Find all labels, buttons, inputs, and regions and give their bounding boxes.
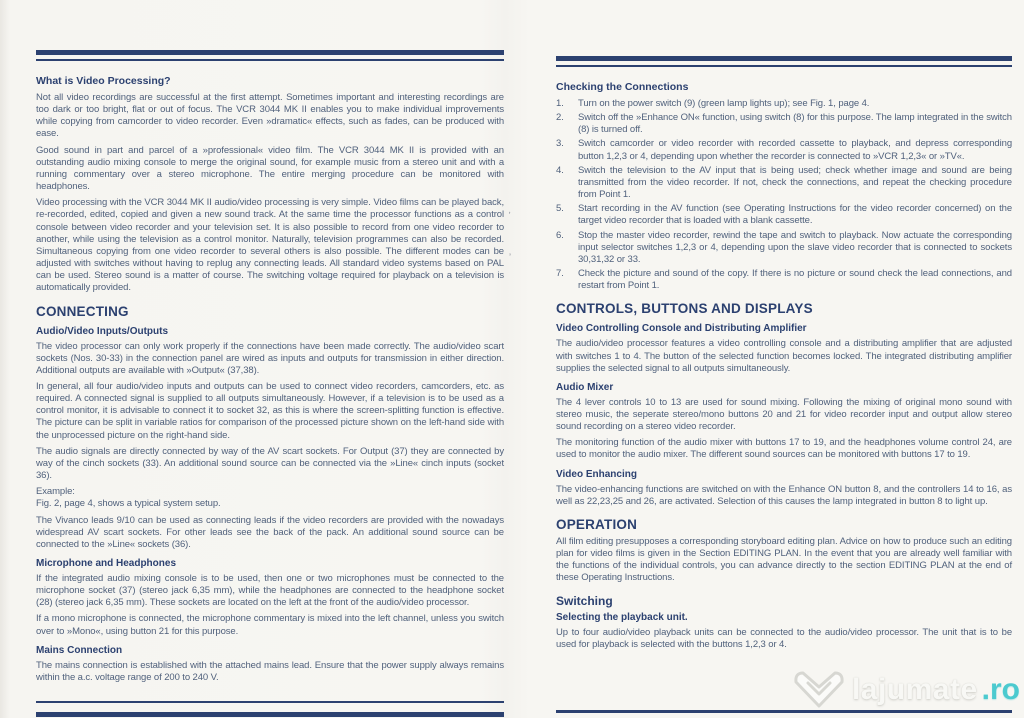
list-item-number: 4. (556, 164, 564, 176)
list-item-number: 7. (556, 268, 564, 280)
list-item-number: 5. (556, 203, 564, 215)
section-heading-switching: Switching (556, 593, 613, 608)
paragraph: If the integrated audio mixing console is to be used, then one or two microphones must be connected to the microphone socket (37) (stereo jack 6,35 mm), while the headphones are connected to the headphone socket (28) (stereo jack 6,35 mm). These sockets are located on the left at the front of the audio/video processor. (36, 573, 504, 609)
list-item-number: 3. (556, 138, 564, 150)
list-item (556, 138, 1012, 162)
list-item-number: 1. (556, 98, 564, 109)
paragraph: Up to four audio/video playback units can be connected to the audio/video processor. The unit that is to be used for playback is selected with the buttons 1,2,3 or 4. (556, 626, 1012, 650)
section-heading-operation: OPERATION (556, 516, 638, 532)
list-item (556, 165, 1012, 201)
scan-artifact: ’ (509, 252, 511, 262)
list-item (556, 98, 1012, 110)
paragraph: The 4 lever controls 10 to 13 are used for sound mixing. Following the mixing of original mono sound with stereo music, the seperate stereo/mono buttons 20 and 21 for video recorder input and output allow stereo sound recording on a stereo video recorder. (556, 396, 1012, 433)
section-heading-what-is-video-processing: What is Video Processing? (36, 75, 171, 87)
section-heading-connecting: CONNECTING (36, 303, 129, 319)
paragraph: The video processor can only work properly if the connections have been made correctly. The audio/video scart sockets (Nos. 30-33) in the connection panel are wired as inputs and outputs for transmission in either direction. Additional outputs are available with »Output« (37,38). (36, 340, 504, 376)
list-item-text: Start recording in the AV function (see Operating Instructions for the video recorder concerned) on the target video recorder that is loaded with a blank cassette. (578, 203, 1012, 227)
right-column (556, 56, 1012, 655)
paragraph: In general, all four audio/video inputs and outputs can be used to connect video recorders, camcorders, etc. as required. A connected signal is supplied to all outputs simultaneously. However, if a television is to be used as a control monitor, it is advisable to connect it to socket 32, as this is where the screen-splitting function is effective. The picture can be split in variable ratios for comparison of the processed picture shown on the left-hand side with the unprocessed picture on the right-hand side. (36, 380, 504, 441)
paragraph: The monitoring function of the audio mixer with buttons 17 to 19, and the headphones volume control 24, are used to monitor the audio mixer. The different sound sources can be monitored with buttons 17 to 19. (556, 437, 1012, 461)
list-item (556, 203, 1012, 227)
lajumate-logo-icon (790, 668, 848, 712)
paragraph-figure-reference: Fig. 2, page 4, shows a typical system setup. (36, 498, 221, 510)
top-rule-thick-right (556, 56, 1012, 61)
list-item-text: Switch camcorder or video recorder with recorded cassette to playback, and depress corresponding button 1,2,3 or 4, depending upon whether the recorder is connected to »VCR 1,2,3« or »TV«. (578, 138, 1012, 162)
bottom-rule-thick-left (36, 712, 504, 717)
watermark-tld: .ro (981, 673, 1020, 706)
subsection-heading-selecting-playback-unit: Selecting the playback unit. (556, 611, 688, 623)
list-item (556, 112, 1012, 136)
paragraph: Video processing with the VCR 3044 MK II audio/video processing is very simple. Video films can be played back, re-recorded, edited, copied and given a new sound track. At the same time the processor functions as a control console between video recorder and your television set. It is also possible to record from one video recorder to another, while using the television as a control monitor. Naturally, television programmes can also be recorded. Simultaneous copying from one video recorder to several others is also possible. The different modes can be adjusted with switches without having to replug any connecting leads. All standard video systems based on PAL can be used. Stereo sound is a matter of course. The switching voltage required for playback on a television is automatically provided. (36, 197, 504, 294)
paragraph: Not all video recordings are successful at the first attempt. Sometimes important and interesting recordings are too dark or too bright, flat or out of focus. The VCR 3044 MK II enables you to make individual improvements while copying from camcorder to video recorder. Even »dramatic« effects, such as fades, can be produced with ease. (36, 92, 504, 140)
subsection-heading-audio-mixer: Audio Mixer (556, 381, 614, 393)
list-item (556, 230, 1012, 266)
subsection-heading-video-console: Video Controlling Console and Distributing Amplifier (556, 323, 807, 335)
list-item-number: 6. (556, 229, 564, 241)
list-item-number: 2. (556, 112, 564, 124)
bottom-rule-thin-left (36, 701, 504, 703)
paragraph: The mains connection is established with the attached mains lead. Ensure that the power supply always remains within the a.c. voltage range of 200 to 240 V. (36, 659, 504, 683)
paragraph: The audio signals are directly connected by way of the AV scart sockets. For Output (37) they are connected by way of the cinch sockets (33). An additional sound source can be connected via the »Line« cinch inputs (socket 36). (36, 445, 504, 482)
list-item-text: Switch the television to the AV input that is being used; check whether image and sound are being transmitted from the video recorder. If not, check the connections, and repeat the checking procedure from Point 1. (578, 164, 1012, 201)
paragraph: The video-enhancing functions are switched on with the Enhance ON button 8, and the controllers 14 to 16, as well as 22,23,25 and 26, are activated. Selection of this causes the lamp integrated in button 8 to light up. (556, 483, 1012, 507)
lajumate-watermark (790, 668, 1020, 712)
list-item-text: Turn on the power switch (9) (green lamp lights up); see Fig. 1, page 4. (578, 98, 870, 109)
list-item-text: Switch off the »Enhance ON« function, using switch (8) for this purpose. The lamp integrated in the switch (8) is turned off. (578, 112, 1012, 136)
paragraph: The Vivanco leads 9/10 can be used as connecting leads if the video recorders are provided with the nowadays widespread AV scart sockets. For other leads see the back of the pack. An additional sound source can be connected to the »Line« sockets (36). (36, 514, 504, 550)
section-heading-controls-buttons-displays: CONTROLS, BUTTONS AND DISPLAYS (556, 301, 813, 317)
subsection-heading-av-inputs-outputs: Audio/Video Inputs/Outputs (36, 325, 169, 337)
list-item-text: Check the picture and sound of the copy. If there is no picture or sound check the lead connections, and restart from Point 1. (578, 268, 1012, 292)
subsection-heading-microphone-headphones: Microphone and Headphones (36, 558, 177, 569)
left-column (36, 50, 504, 688)
paragraph: If a mono microphone is connected, the microphone commentary is mixed into the left channel, unless you switch over to »Mono«, using button 21 for this purpose. (36, 613, 504, 637)
section-heading-checking-connections: Checking the Connections (556, 81, 689, 93)
checking-steps-list (556, 98, 1012, 292)
paragraph: Good sound in part and parcel of a »professional« video film. The VCR 3044 MK II is provided with an outstanding audio mixing console to merge the original sound, for example music from a stereo unit and with a running commentary over a stereo microphone. The entire merging procedure can be monitored with headphones. (36, 144, 504, 193)
subsection-heading-mains-connection: Mains Connection (36, 644, 123, 656)
scan-artifact: ’ (506, 209, 512, 221)
paragraph-example-label: Example: (36, 486, 75, 498)
list-item (556, 268, 1012, 292)
top-rule-thick-left (36, 50, 504, 55)
subsection-heading-video-enhancing: Video Enhancing (556, 468, 637, 480)
top-rule-thin-right (556, 65, 1012, 67)
paragraph: The audio/video processor features a video controlling console and a distributing amplifier that are adjusted with switches 1 to 4. The button of the selected function becomes locked. The integrated distributing amplifier supplies the selected signal to all outputs simultaneously. (556, 338, 1012, 374)
list-item-text: Stop the master video recorder, rewind the tape and switch to playback. Now actuate the corresponding input selector switches 1,2,3 or 4, depending upon the slave video recorder that is connected to sockets 30,31,32 or 33. (578, 229, 1012, 265)
watermark-text: lajumate (851, 673, 978, 706)
paragraph: All film editing presupposes a corresponding storyboard editing plan. Advice on how to produce such an editing plan for video films is given in the Section EDITING PLAN. In the event that you are already well familiar with the functions of the individual controls, you can advance directly to the section EDITING PLAN at the end of these Operating Instructions. (556, 535, 1012, 584)
top-rule-thin-left (36, 59, 504, 61)
